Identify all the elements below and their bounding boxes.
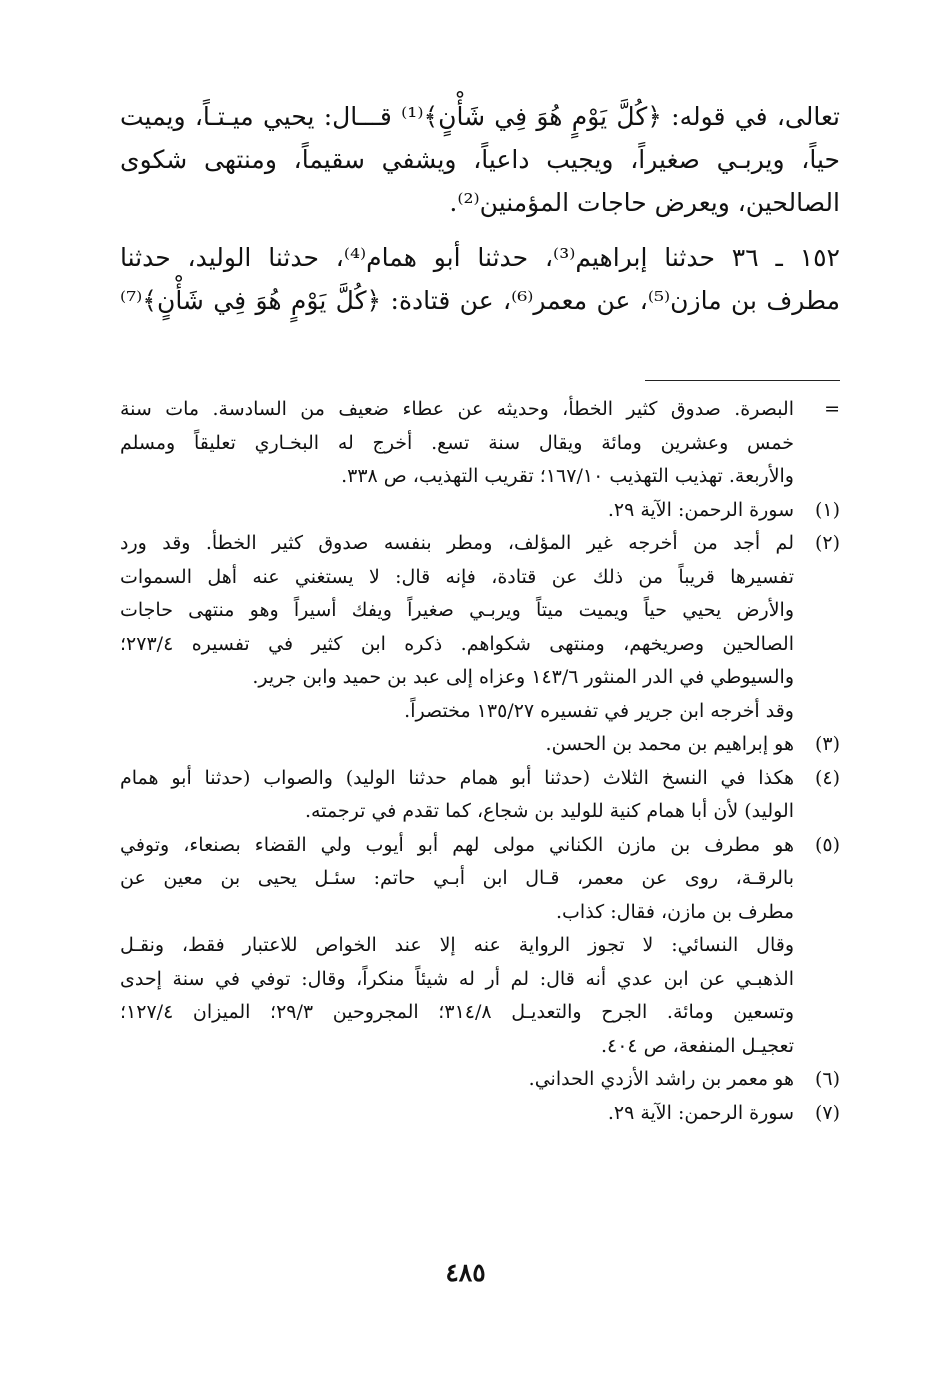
footnote-line: مطرف بن مازن، فقال: كذاب. bbox=[556, 900, 794, 923]
text-line: حياً، ويربـي صغيراً، ويجيب داعياً، ويشفي سقيماً، ومنتهى شكوى bbox=[120, 145, 840, 174]
main-paragraph-2 bbox=[120, 236, 840, 322]
footnote-line: والسيوطي في الدر المنثور ١٤٣/٦ وعزاه إلى عبد بن حميد وابن جرير. bbox=[252, 666, 794, 688]
footnote-marker: (٣) bbox=[814, 733, 840, 755]
footnote-body bbox=[120, 393, 794, 494]
footnote-body bbox=[120, 494, 794, 528]
footnote-line: هكذا في النسخ الثلاث (حدثنا أبو همام حدثنا الوليد) والصواب (حدثنا أبو همام bbox=[120, 766, 794, 789]
footnote-line: وقد أخرجه ابن جرير في تفسيره ١٣٥/٢٧ مختصراً. bbox=[404, 699, 794, 722]
footnote-body bbox=[120, 762, 794, 829]
footnote-marker: (٤) bbox=[814, 766, 840, 789]
footnote-7 bbox=[120, 1097, 840, 1131]
footnote-1 bbox=[120, 494, 840, 528]
footnote-line: تفسيرها قريباً من ذلك عن قتادة، فإنه قال: لا يستغني عنه أهل السموات bbox=[120, 565, 794, 588]
footnotes bbox=[120, 393, 840, 1130]
footnote-2 bbox=[120, 527, 840, 728]
footnote-line: بالرقـة، روى عن معمر، قـال ابن أبـي حاتم: سئـل يحيى بن معين عن bbox=[120, 867, 794, 889]
footnote-body bbox=[120, 829, 794, 1064]
main-paragraph-1 bbox=[120, 95, 840, 224]
footnote-line: تعجيـل المنفعة، ص ٤٠٤. bbox=[600, 1034, 794, 1057]
footnote-marker: (٢) bbox=[814, 532, 840, 554]
text-line: تعالى، في قوله: ﴿كُلَّ يَوْمٍ هُوَ فِي شَأْنٍ﴾⁽¹⁾ قـــال: يحيي ميـتـاً، ويميت bbox=[120, 102, 840, 131]
footnote-body bbox=[120, 527, 794, 728]
footnote-marker: (٥) bbox=[814, 833, 840, 856]
footnote-body bbox=[120, 1063, 794, 1097]
footnote-line: وتسعين ومائة. الجرح والتعديـل ٣١٤/٨؛ المجروحين ٢٩/٣؛ الميزان ١٢٧/٤؛ bbox=[120, 1001, 794, 1023]
footnote-line: هو معمر بن راشد الأزدي الحداني. bbox=[528, 1068, 794, 1090]
footnote-line: هو إبراهيم بن محمد بن الحسن. bbox=[545, 733, 794, 755]
text-line: الصالحين، ويعرض حاجات المؤمنين⁽²⁾. bbox=[449, 188, 840, 217]
text-line: مطرف بن مازن⁽⁵⁾، عن معمر⁽⁶⁾، عن قتادة: ﴿كُلَّ يَوْمٍ هُوَ فِي شَأْنٍ﴾⁽⁷⁾ bbox=[120, 286, 840, 315]
footnote-line: البصرة. صدوق كثير الخطأ، وحديثه عن عطاء ضعيف من السادسة. مات سنة bbox=[120, 398, 794, 420]
page-number: ٤٨٥ bbox=[445, 1258, 486, 1287]
footnote-line: والأرض يحيي حياً ويميت ميتاً ويربـي صغيراً ويفك أسيراً وهو منتهى حاجات bbox=[120, 599, 794, 621]
footnote-line: هو مطرف بن مازن الكناني مولى لهم أبو أيوب ولي القضاء بصنعاء، وتوفي bbox=[120, 833, 794, 856]
main-text bbox=[120, 95, 840, 322]
text-line: ١٥٢ ـ ٣٦ حدثنا إبراهيم⁽³⁾، حدثنا أبو همام⁽⁴⁾، حدثنا الوليد، حدثنا bbox=[120, 243, 840, 272]
footnote-marker: (١) bbox=[814, 498, 840, 521]
footnote-line: الذهبـي عن ابن عدي أنه قال: لم أر له شيئاً منكراً، وقال: توفي في سنة إحدى bbox=[120, 967, 794, 990]
footnote-line: والأربعة. تهذيب التهذيب ١٦٧/١٠؛ تقريب التهذيب، ص ٣٣٨. bbox=[341, 465, 794, 487]
footnote-line: سورة الرحمن: الآية ٢٩. bbox=[607, 498, 794, 521]
footnote-line: الصالحين وصريخهم، ومنتهى شكواهم. ذكره ابن كثير في تفسيره ٢٧٣/٤؛ bbox=[120, 632, 794, 655]
footnote-line: لم أجد من أخرجه غير المؤلف، ومطر بنفسه صدوق كثير الخطأ. وقد ورد bbox=[120, 532, 794, 554]
footnote-body bbox=[120, 1097, 794, 1131]
footnote-marker: (٦) bbox=[814, 1068, 840, 1090]
footnote-continuation bbox=[120, 393, 840, 494]
footnote-line: سورة الرحمن: الآية ٢٩. bbox=[607, 1101, 794, 1124]
footnote-body bbox=[120, 728, 794, 762]
footnote-line: الوليد) لأن أبا همام كنية للوليد بن شجاع، كما تقدم في ترجمته. bbox=[304, 800, 794, 822]
footnote-6 bbox=[120, 1063, 840, 1097]
footnote-marker: (٧) bbox=[814, 1101, 840, 1124]
footnote-line: خمس وعشرين ومائة ويقال سنة تسع. أخرج له البخـاري تعليقاً ومسلم bbox=[120, 431, 794, 454]
footnote-4 bbox=[120, 762, 840, 829]
footnote-5 bbox=[120, 829, 840, 1064]
footnote-separator bbox=[645, 380, 840, 381]
footnote-marker: = bbox=[824, 398, 840, 420]
footnote-3 bbox=[120, 728, 840, 762]
footnote-line: وقال النسائي: لا تجوز الرواية عنه إلا عند الخواص للاعتبار فقط، ونقـل bbox=[120, 934, 794, 956]
